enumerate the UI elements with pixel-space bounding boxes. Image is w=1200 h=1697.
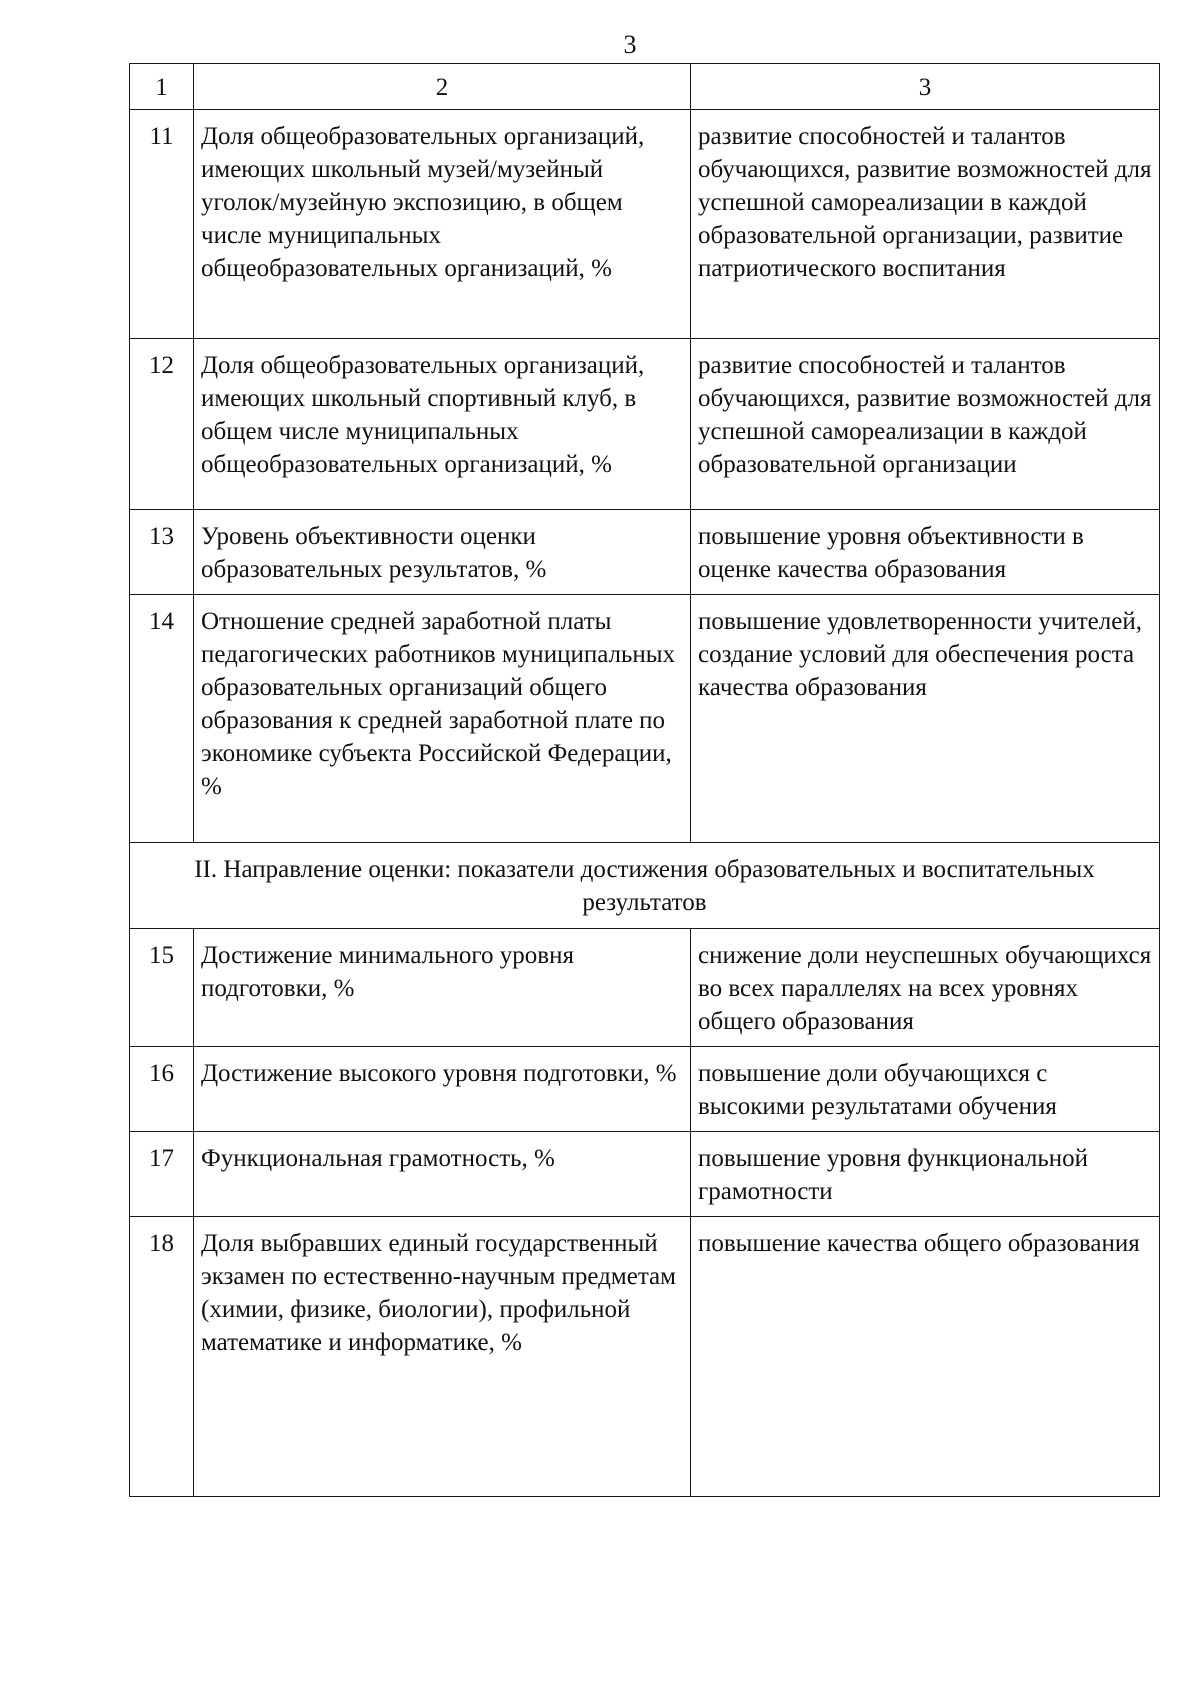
page-number: 3 [623, 30, 637, 59]
row-number: 17 [130, 1132, 194, 1217]
goal-cell: повышение доли обучающихся с высокими результатами обучения [691, 1047, 1160, 1132]
table-row [130, 510, 1160, 595]
indicators-table [129, 63, 1160, 1497]
row-number: 15 [130, 929, 194, 1047]
row-number: 13 [130, 510, 194, 595]
goal-cell: повышение уровня объективности в оценке качества образования [691, 510, 1160, 595]
goal-cell: повышение качества общего образования [691, 1217, 1160, 1497]
table-row [130, 595, 1160, 843]
section-heading: II. Направление оценки: показатели достижения образовательных и воспитательных результатов [130, 843, 1160, 929]
section-row [130, 843, 1160, 929]
header-col-1: 1 [130, 64, 194, 110]
table-header-row [130, 64, 1160, 110]
indicator-cell: Функциональная грамотность, % [194, 1132, 691, 1217]
goal-cell: повышение удовлетворенности учителей, создание условий для обеспечения роста качества образования [691, 595, 1160, 843]
goal-cell: снижение доли неуспешных обучающихся во всех параллелях на всех уровнях общего образования [691, 929, 1160, 1047]
indicator-cell: Доля общеобразовательных организаций, имеющих школьный спортивный клуб, в общем числе муниципальных общеобразовательных организаций, % [194, 339, 691, 510]
indicator-cell: Достижение высокого уровня подготовки, % [194, 1047, 691, 1132]
indicator-cell: Доля общеобразовательных организаций, имеющих школьный музей/музейный уголок/музейную экспозицию, в общем числе муниципальных общеобразовательных организаций, % [194, 110, 691, 339]
header-col-2: 2 [194, 64, 691, 110]
row-number: 14 [130, 595, 194, 843]
table-row [130, 1132, 1160, 1217]
indicator-cell: Доля выбравших единый государственный экзамен по естественно-научным предметам (химии, физике, биологии), профильной математике и информатике, % [194, 1217, 691, 1497]
row-number: 11 [130, 110, 194, 339]
table-row [130, 1047, 1160, 1132]
table-row [130, 339, 1160, 510]
goal-cell: развитие способностей и талантов обучающихся, развитие возможностей для успешной самореализации в каждой образовательной организации [691, 339, 1160, 510]
row-number: 16 [130, 1047, 194, 1132]
indicator-cell: Уровень объективности оценки образовательных результатов, % [194, 510, 691, 595]
row-number: 12 [130, 339, 194, 510]
indicator-cell: Достижение минимального уровня подготовки, % [194, 929, 691, 1047]
table-row [130, 929, 1160, 1047]
header-col-3: 3 [691, 64, 1160, 110]
goal-cell: повышение уровня функциональной грамотности [691, 1132, 1160, 1217]
table-row [130, 1217, 1160, 1497]
indicator-cell: Отношение средней заработной платы педагогических работников муниципальных образовательных организаций общего образования к средней заработной плате по экономике субъекта Российской Федерации, % [194, 595, 691, 843]
goal-cell: развитие способностей и талантов обучающихся, развитие возможностей для успешной самореализации в каждой образовательной организации, развитие патриотического воспитания [691, 110, 1160, 339]
row-number: 18 [130, 1217, 194, 1497]
table-row [130, 110, 1160, 339]
